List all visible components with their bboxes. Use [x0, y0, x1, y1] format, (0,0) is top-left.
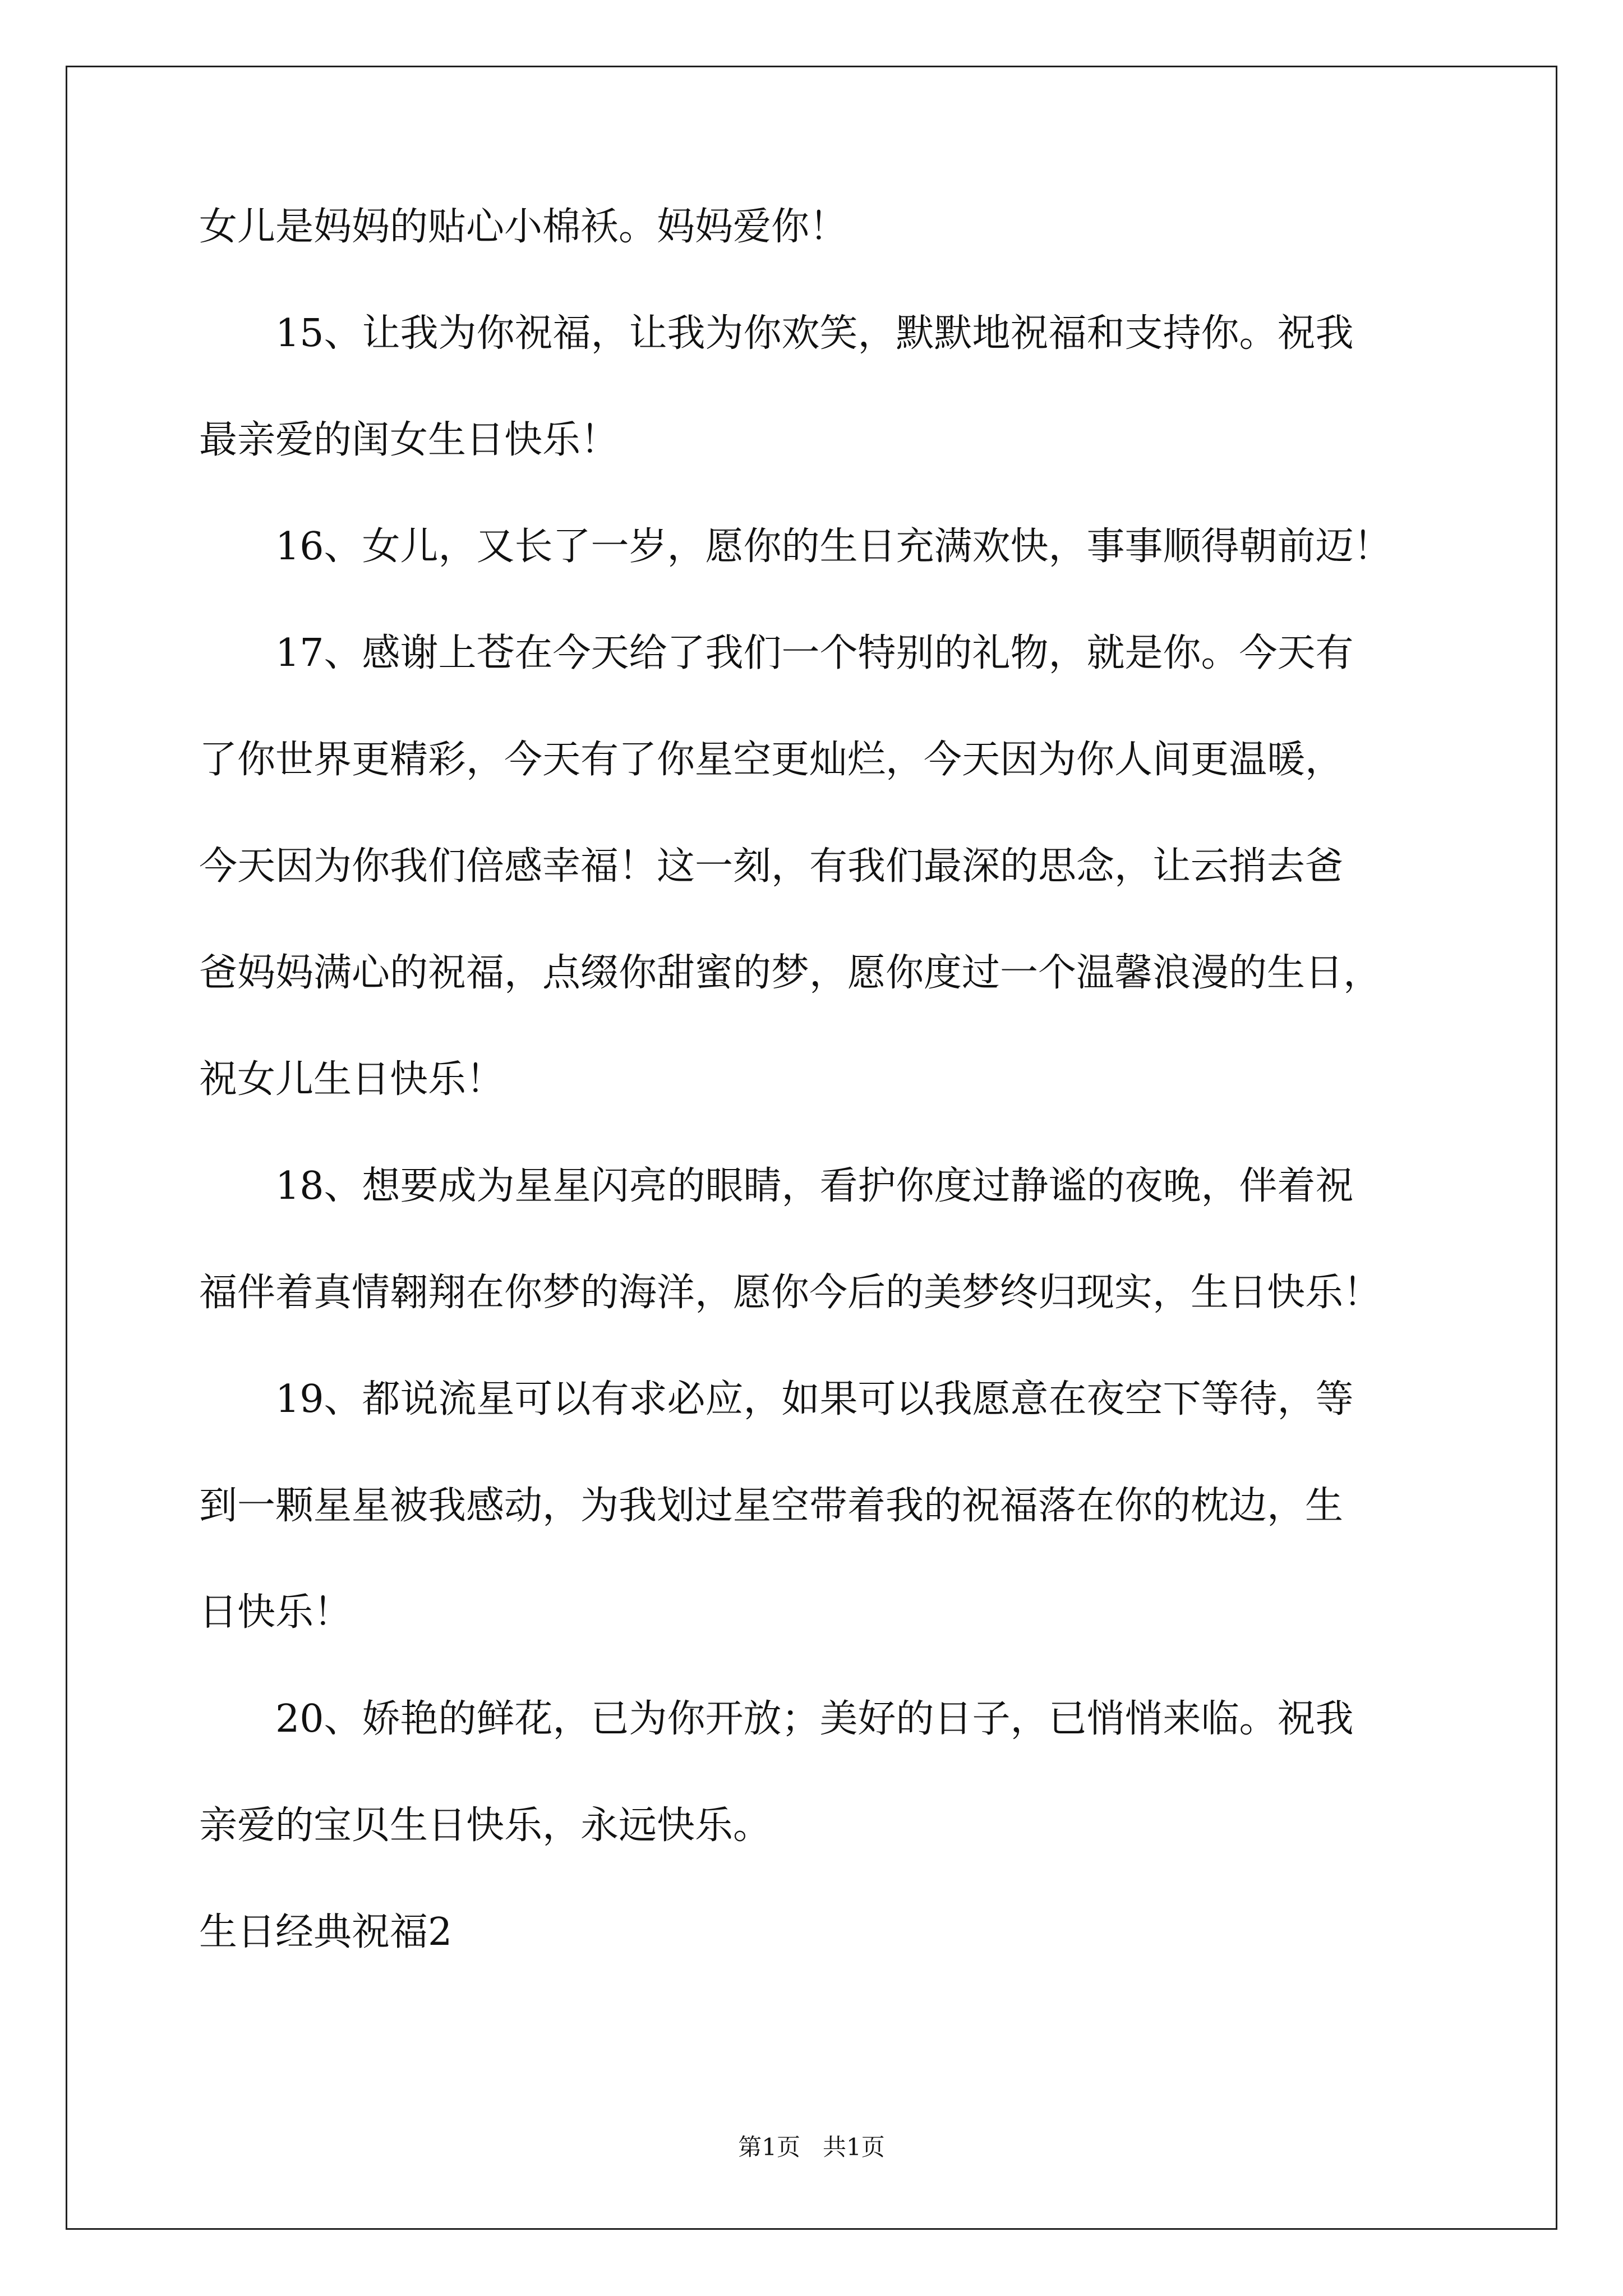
page-footer: 第1页 共1页	[738, 2133, 885, 2161]
text-line-9: 祝女儿生日快乐！	[199, 1057, 505, 1102]
text-line-4: 16、女儿，又长了一岁，愿你的生日充满欢快，事事顺得朝前迈！	[275, 524, 1392, 569]
text-line-7: 今天因为你我们倍感幸福！这一刻，有我们最深的思念，让云捎去爸	[199, 844, 1344, 889]
text-line-2: 15、让我为你祝福，让我为你欢笑，默默地祝福和支持你。祝我	[275, 311, 1354, 356]
text-line-16: 亲爱的宝贝生日快乐，永远快乐。	[199, 1803, 772, 1848]
text-line-5: 17、感谢上苍在今天给了我们一个特别的礼物，就是你。今天有	[275, 631, 1354, 675]
text-line-15: 20、娇艳的鲜花，已为你开放；美好的日子，已悄悄来临。祝我	[275, 1697, 1354, 1741]
text-line-14: 日快乐！	[199, 1590, 352, 1635]
text-line-11: 福伴着真情翱翔在你梦的海洋，愿你今后的美梦终归现实，生日快乐！	[199, 1271, 1382, 1315]
text-line-1: 女儿是妈妈的贴心小棉袄。妈妈爱你！	[199, 205, 848, 249]
text-line-3: 最亲爱的闺女生日快乐！	[199, 418, 619, 462]
section-heading: 生日经典祝福2	[199, 1910, 453, 1954]
page-border	[66, 66, 1557, 2230]
text-line-6: 了你世界更精彩，今天有了你星空更灿烂，今天因为你人间更温暖，	[199, 738, 1344, 782]
text-line-12: 19、都说流星可以有求必应，如果可以我愿意在夜空下等待，等	[275, 1377, 1354, 1421]
text-line-8: 爸妈妈满心的祝福，点缀你甜蜜的梦，愿你度过一个温馨浪漫的生日，	[199, 951, 1382, 995]
text-line-13: 到一颗星星被我感动，为我划过星空带着我的祝福落在你的枕边，生	[199, 1484, 1344, 1528]
text-line-10: 18、想要成为星星闪亮的眼睛，看护你度过静谧的夜晚，伴着祝	[275, 1164, 1354, 1208]
